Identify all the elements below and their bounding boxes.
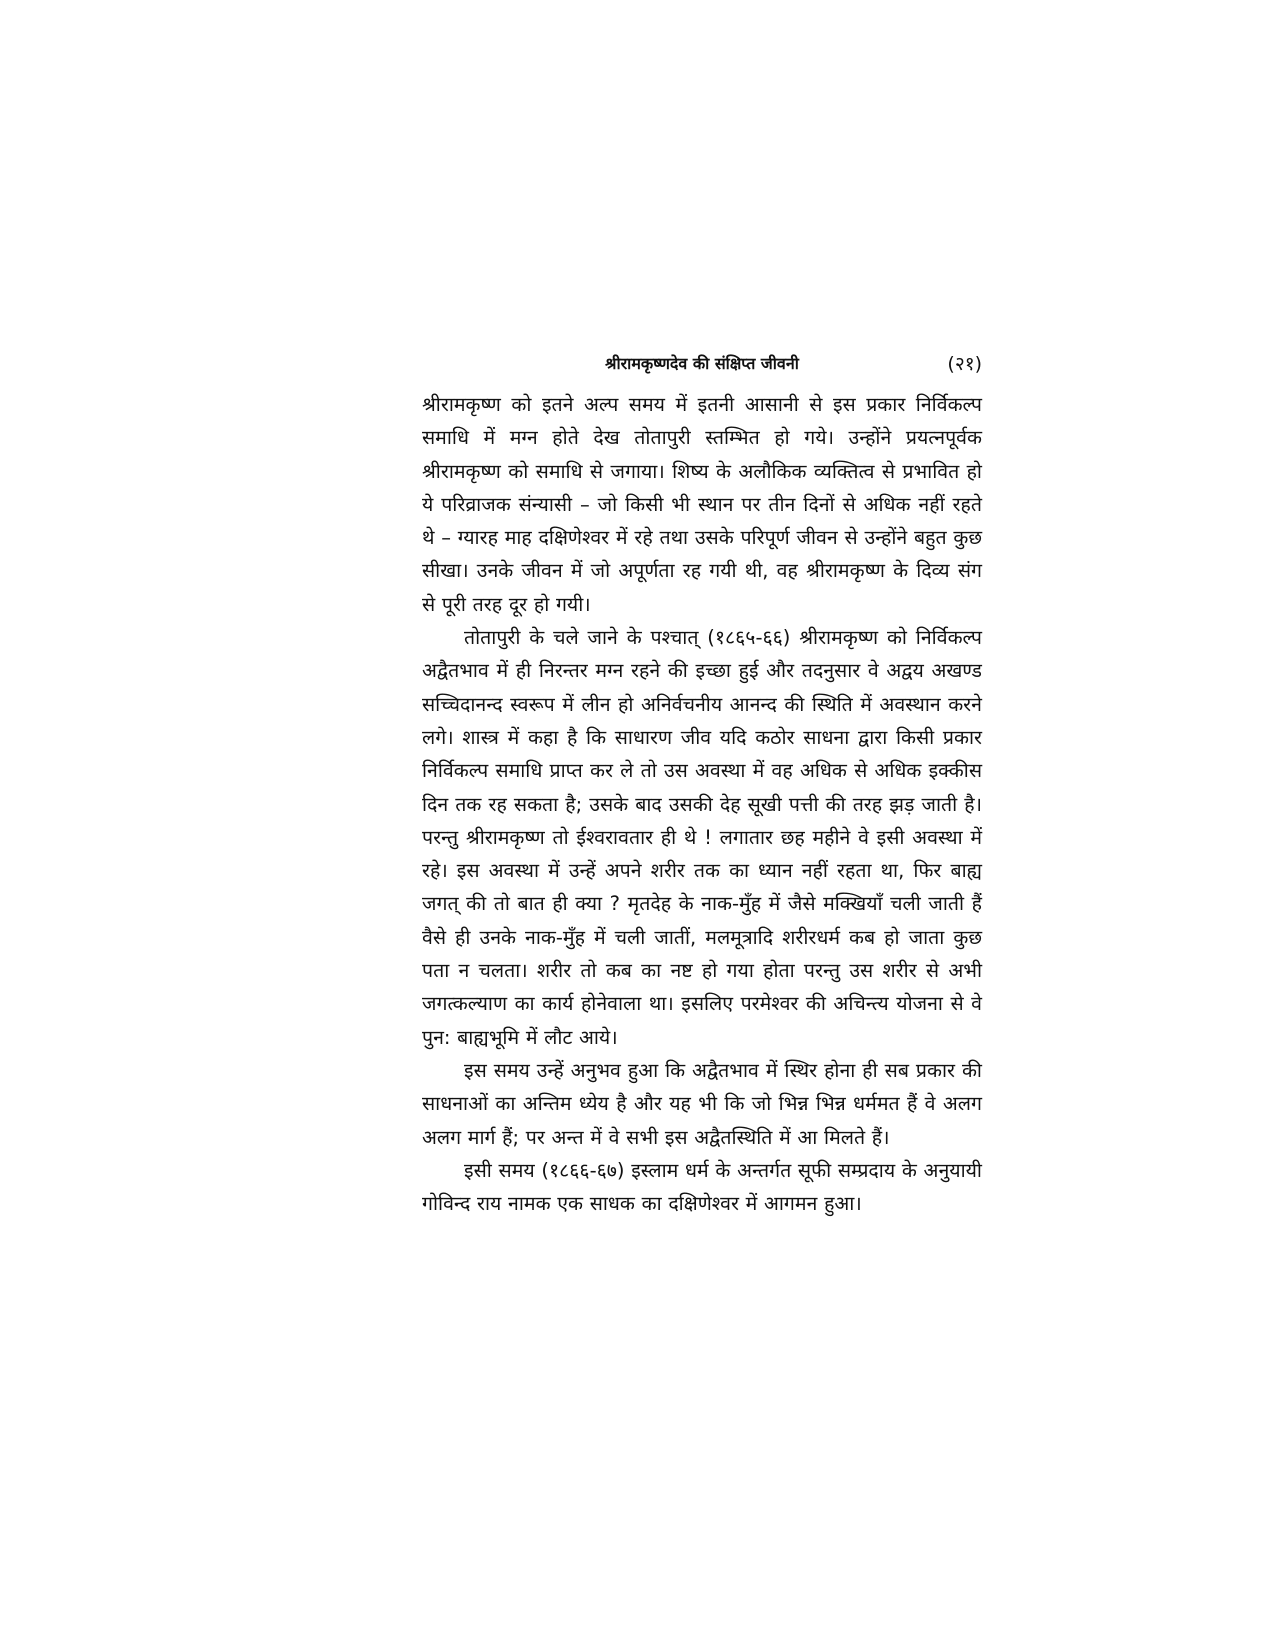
book-page: [422, 348, 982, 1220]
page-number: (२१): [947, 353, 982, 375]
paragraph-2: तोतापुरी के चले जाने के पश्चात् (१८६५-६६) श्रीरामकृष्ण को निर्विकल्प अद्वैतभाव में ही निरन्तर मग्न रहने की इच्छा हुई और तदनुसार वे अद्वय अखण्ड सच्चिदानन्द स्वरूप में लीन हो अनिर्वचनीय आनन्द की स्थिति में अवस्थान करने लगे। शास्त्र में कहा है कि साधारण जीव यदि कठोर साधना द्वारा किसी प्रकार निर्विकल्प समाधि प्राप्त कर ले तो उस अवस्था में वह अधिक से अधिक इक्कीस दिन तक रह सकता है; उसके बाद उसकी देह सूखी पत्ती की तरह झड़ जाती है। परन्तु श्रीरामकृष्ण तो ईश्वरावतार ही थे ! लगातार छह महीने वे इसी अवस्था में रहे। इस अवस्था में उन्हें अपने शरीर तक का ध्यान नहीं रहता था, फिर बाह्य जगत् की तो बात ही क्या ? मृतदेह के नाक-मुँह में जैसे मक्खियाँ चली जाती हैं वैसे ही उनके नाक-मुँह में चली जातीं, मलमूत्रादि शरीरधर्म कब हो जाता कुछ पता न चलता। शरीर तो कब का नष्ट हो गया होता परन्तु उस शरीर से अभी जगत्कल्याण का कार्य होनेवाला था। इसलिए परमेश्वर की अचिन्त्य योजना से वे पुन: बाह्यभूमि में लौट आये।: [422, 626, 982, 1049]
paragraph-1: श्रीरामकृष्ण को इतने अल्प समय में इतनी आसानी से इस प्रकार निर्विकल्प समाधि में मग्न होते देख तोतापुरी स्तम्भित हो गये। उन्होंने प्रयत्नपूर्वक श्रीरामकृष्ण को समाधि से जगाया। शिष्य के अलौकिक व्यक्तित्व से प्रभावित हो ये परिव्राजक संन्यासी – जो किसी भी स्थान पर तीन दिनों से अधिक नहीं रहते थे – ग्यारह माह दक्षिणेश्वर में रहे तथा उसके परिपूर्ण जीवन से उन्होंने बहुत कुछ सीखा। उनके जीवन में जो अपूर्णता रह गयी थी, वह श्रीरामकृष्ण के दिव्य संग से पूरी तरह दूर हो गयी।: [422, 393, 982, 616]
running-title: श्रीरामकृष्णदेव की संक्षिप्त जीवनी: [605, 354, 799, 373]
body-text: [422, 388, 982, 1220]
paragraph-4: इसी समय (१८६६-६७) इस्लाम धर्म के अन्तर्गत सूफी सम्प्रदाय के अनुयायी गोविन्द राय नामक एक साधक का दक्षिणेश्वर में आगमन हुआ।: [422, 1158, 982, 1216]
running-header: [422, 348, 982, 380]
paragraph-3: इस समय उन्हें अनुभव हुआ कि अद्वैतभाव में स्थिर होना ही सब प्रकार की साधनाओं का अन्तिम ध्येय है और यह भी कि जो भिन्न भिन्न धर्ममत हैं वे अलग अलग मार्ग हैं; पर अन्त में वे सभी इस अद्वैतस्थिति में आ मिलते हैं।: [422, 1058, 982, 1149]
